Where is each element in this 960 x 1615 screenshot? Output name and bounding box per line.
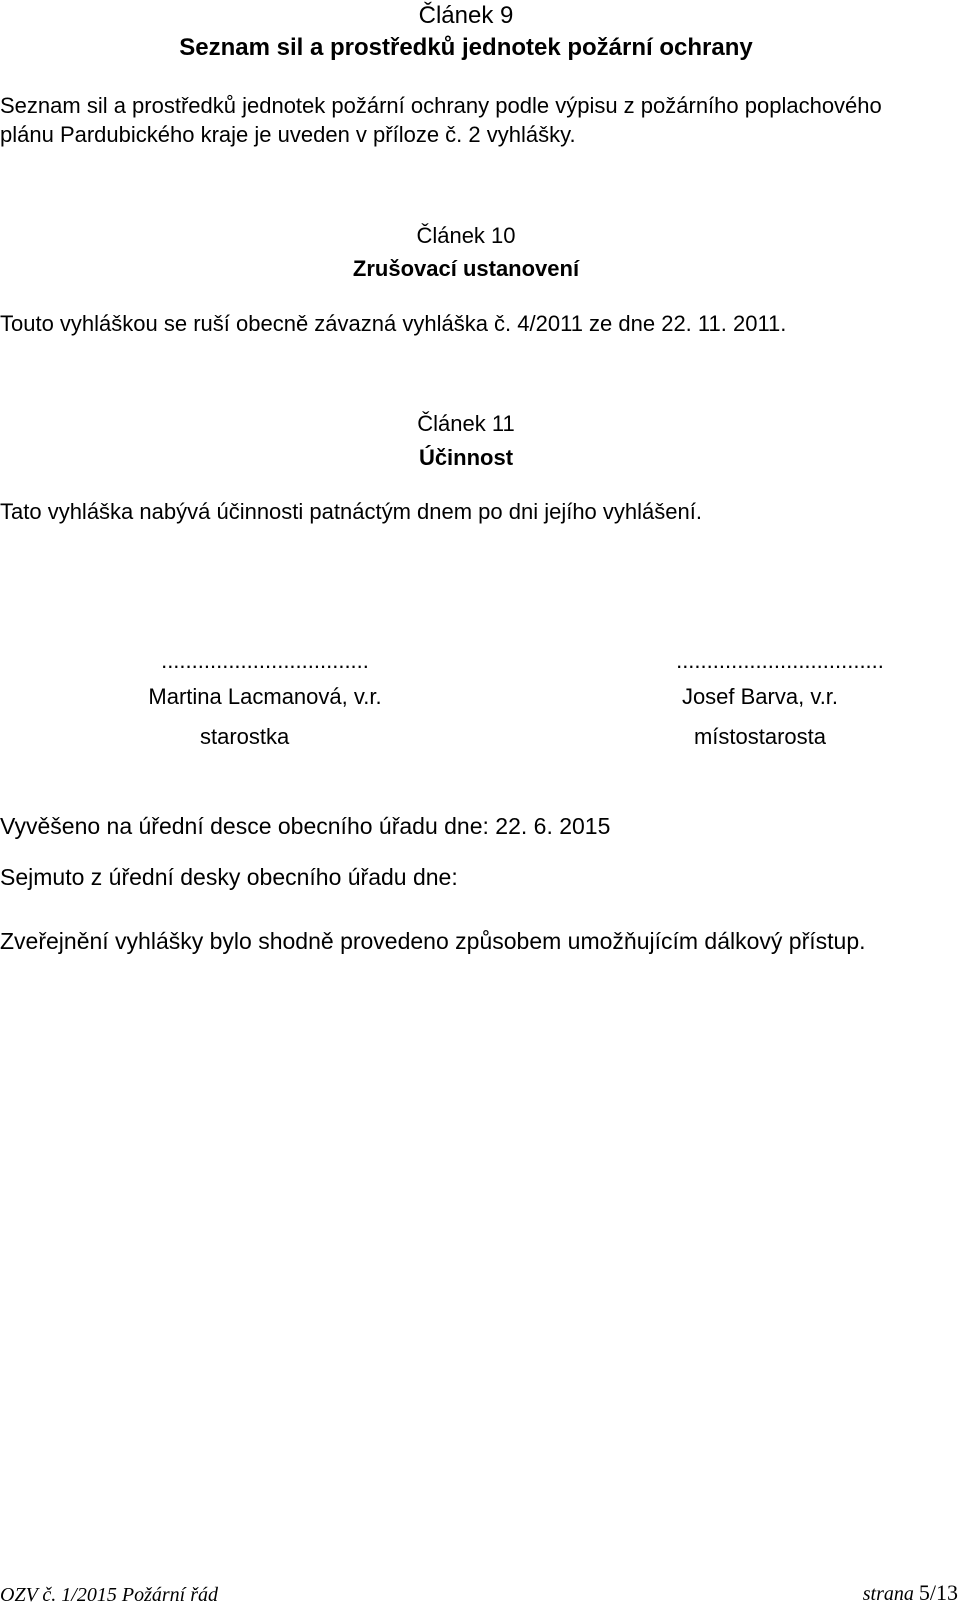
footer-document-id: OZV č. 1/2015 Požární řád [0,1584,218,1606]
published-note: Zveřejnění vyhlášky bylo shodně provedeno způsobem umožňujícím dálkový přístup. [0,928,866,954]
article-11-number: Článek 11 [417,411,515,436]
article-11-title: Účinnost [418,445,514,470]
signature-name: Josef Barva, v.r. [681,684,839,709]
signature-role: starostka [200,724,290,749]
signature-dots: .................................. [161,648,369,673]
article-9-text-line-2: plánu Pardubického kraje je uveden v příloze č. 2 vyhlášky. [0,122,576,147]
footer-page-label: strana [862,1583,914,1605]
signature-block-mayor [120,648,410,750]
article-10-text: Touto vyhláškou se ruší obecně závazná vyhláška č. 4/2011 ze dne 22. 11. 2011. [0,311,787,336]
article-10-title: Zrušovací ustanovení [352,256,580,281]
signature-block-deputy [615,648,905,750]
signature-role: místostarosta [693,724,827,749]
article-9-text-line-1: Seznam sil a prostředků jednotek požární ochrany podle výpisu z požárního poplachového [0,93,882,118]
signature-name: Martina Lacmanová, v.r. [148,684,382,709]
article-11-text: Tato vyhláška nabývá účinnosti patnáctým dnem po dni jejího vyhlášení. [0,499,702,524]
posted-note: Vyvěšeno na úřední desce obecního úřadu dne: 22. 6. 2015 [0,813,611,839]
removed-note: Sejmuto z úřední desky obecního úřadu dne: [0,864,458,890]
article-9-title: Seznam sil a prostředků jednotek požární ochrany [179,34,753,61]
article-10-number: Článek 10 [416,223,516,248]
article-9-number: Článek 9 [418,2,514,29]
footer-page-value: 5/13 [918,1580,958,1605]
signature-dots: .................................. [676,648,884,673]
footer-page-number [863,1581,958,1606]
